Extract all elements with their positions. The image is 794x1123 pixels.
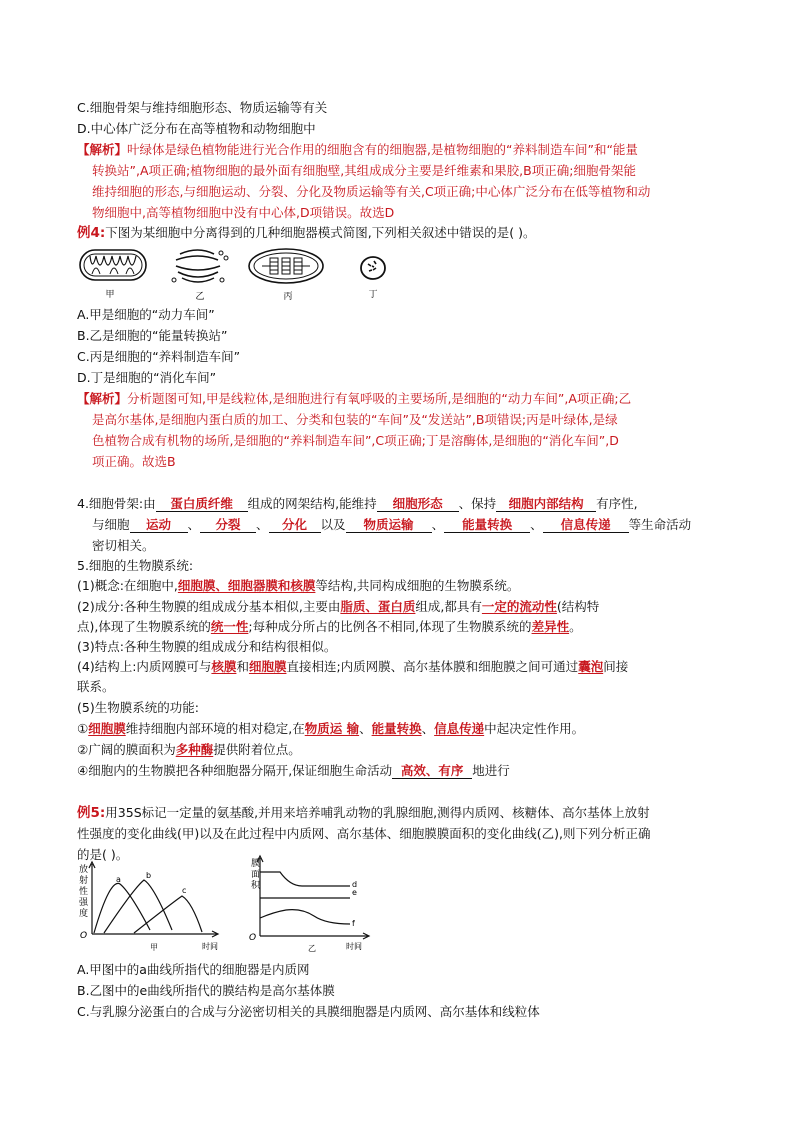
blank-division: 分裂: [200, 517, 256, 533]
ex5-option-c: C.与乳腺分泌蛋白的合成与分泌密切相关的具膜细胞器是内质网、高尔基体和线粒体: [77, 1004, 540, 1019]
s5-structure-line2: 联系。: [77, 679, 115, 694]
fig-label-yi: 乙: [195, 292, 205, 302]
text: ②广阔的膜面积为: [77, 742, 176, 757]
analysis-text: 叶绿体是绿色植物能进行光合作用的细胞含有的细胞器,是植物细胞的“养料制造车间”和“能量: [127, 142, 638, 157]
text: ①: [77, 721, 89, 736]
ex4-stem: [77, 225, 536, 241]
blank-energy-conversion: 能量转换: [444, 517, 530, 533]
s4-line1: [77, 496, 638, 512]
ex3-option-c: C.细胞骨架与维持细胞形态、物质运输等有关: [77, 100, 328, 115]
text: 等生命活动: [628, 517, 692, 532]
curve-label-d: d: [352, 880, 358, 889]
blank-efficient-orderly: 高效、有序: [392, 763, 472, 779]
text: 提供附着位点。: [213, 742, 301, 757]
curve-a: [94, 883, 150, 933]
text: 组成的网架结构,能维持: [247, 496, 377, 511]
text: 维持细胞内部环境的相对稳定,在: [125, 721, 305, 736]
ylabel-char: 放: [79, 865, 89, 875]
text: 、: [530, 517, 543, 532]
blank-vesicle: 囊泡: [578, 659, 604, 674]
s5-composition-line2: [77, 619, 582, 635]
text: 、: [187, 517, 201, 532]
curve-b: [104, 880, 172, 933]
blank-nuclear-membrane: 核膜: [211, 659, 237, 674]
text: (4)结构上:内质网膜可与: [77, 659, 212, 674]
text: 有序性,: [596, 496, 638, 511]
blank-difference: 差异性: [531, 619, 570, 634]
blank-energy: 能量转换: [371, 721, 422, 736]
ylabel-char: 性: [79, 887, 89, 897]
mitochondrion-drawing: [80, 250, 146, 280]
analysis-tag: 【解析】: [77, 142, 128, 157]
text: (1)概念:在细胞中,: [77, 578, 178, 593]
ex5-option-b: B.乙图中的e曲线所指代的膜结构是高尔基体膜: [77, 983, 335, 998]
blank-fluidity: 一定的流动性: [481, 599, 557, 614]
golgi-drawing: [172, 250, 228, 282]
ylabel-char: 强: [79, 898, 89, 908]
text: 4.细胞骨架:由: [77, 496, 156, 511]
blank-transport: 物质运 输: [304, 721, 360, 736]
chart-yi: [244, 854, 374, 954]
ex3-analysis-line3: 维持细胞的形态,与细胞运动、分裂、分化及物质运输等有关,C项正确;中心体广泛分布在低等植物和动: [92, 184, 651, 199]
ylabel-char: 膜: [251, 859, 261, 869]
origin-label: O: [249, 933, 257, 943]
chart-caption: 乙: [308, 944, 316, 953]
chart-jia: [72, 858, 232, 954]
s5-function-2: [77, 742, 301, 758]
s5-structure-line1: [77, 659, 628, 675]
xlabel: 时间: [202, 942, 218, 951]
ylabel-char: 射: [79, 876, 89, 886]
chloroplast-drawing: [249, 249, 323, 283]
text: ;每种成分所占的比例各不相同,体现了生物膜系统的: [248, 619, 532, 634]
s5-function-3: [77, 763, 510, 779]
fig-label-bing: 丙: [283, 292, 293, 302]
text: 、: [431, 517, 445, 532]
blank-enzymes: 多种酶: [175, 742, 214, 757]
s5-function-1: [77, 721, 584, 737]
blank-cell-membrane-2: 细胞膜: [88, 721, 126, 736]
analysis-text: 分析题图可知,甲是线粒体,是细胞进行有氧呼吸的主要场所,是细胞的“动力车间”,A项正确;乙: [127, 391, 632, 406]
blank-lipid-protein: 脂质、蛋白质: [340, 599, 416, 614]
blank-cell-membrane: 细胞膜: [248, 659, 287, 674]
analysis-tag: 【解析】: [77, 391, 128, 406]
ylabel-char: 度: [79, 909, 89, 919]
curve-f: [260, 910, 350, 924]
xlabel: 时间: [346, 942, 362, 951]
text: (2)成分:各种生物膜的组成成分基本相似,主要由: [77, 599, 341, 614]
blank-internal-structure: 细胞内部结构: [496, 496, 596, 512]
ex5-stem-text: 用35S标记一定量的氨基酸,并用来培养哺乳动物的乳腺细胞,测得内质网、核糖体、高尔基体上放射: [105, 805, 650, 820]
blank-differentiation: 分化: [269, 517, 321, 533]
blank-movement: 运动: [130, 517, 188, 533]
blank-information-transfer: 信息传递: [543, 517, 629, 533]
ex4-option-c: C.丙是细胞的“养料制造车间”: [77, 349, 241, 364]
organelle-figure: [76, 244, 406, 302]
ex4-question: 下图为某细胞中分离得到的几种细胞器模式简图,下列相关叙述中错误的是( )。: [105, 225, 536, 240]
text: 组成,都具有: [415, 599, 482, 614]
s5-concept: [77, 578, 519, 594]
blank-membranes: 细胞膜、细胞器膜和核膜: [177, 578, 316, 593]
blank-unity: 统一性: [210, 619, 249, 634]
ex3-analysis-line1: [77, 142, 638, 158]
text: 。: [569, 619, 582, 634]
ex4-analysis-line2: 是高尔基体,是细胞内蛋白质的加工、分类和包装的“车间”及“发送站”,B项错误;丙是叶绿体,是绿: [92, 412, 618, 427]
ex3-analysis-line4: 物细胞中,高等植物细胞中没有中心体,D项错误。故选D: [92, 205, 395, 220]
blank-cell-shape: 细胞形态: [377, 496, 459, 512]
fig-label-jia: 甲: [105, 290, 115, 300]
ex4-analysis-line4: 项正确。故选B: [92, 454, 176, 469]
s5-function-title: (5)生物膜系统的功能:: [77, 700, 199, 715]
text: ④细胞内的生物膜把各种细胞器分隔开,保证细胞生命活动: [77, 763, 393, 778]
lysosome-drawing: [361, 257, 385, 279]
fig-label-ding: 丁: [368, 290, 378, 300]
blank-information: 信息传递: [434, 721, 485, 736]
text: 点),体现了生物膜系统的: [77, 619, 211, 634]
ex3-analysis-line2: 转换站”,A项正确;植物细胞的最外面有细胞壁,其组成成分主要是纤维素和果胶,B项正确;细胞骨架能: [92, 163, 636, 178]
text: 地进行: [472, 763, 510, 778]
s5-title: 5.细胞的生物膜系统:: [77, 558, 194, 573]
ylabel-char: 面: [251, 870, 261, 880]
ex5-stem-line3: 的是( )。: [77, 847, 129, 862]
ex4-analysis-line3: 色植物合成有机物的场所,是细胞的“养料制造车间”,C项正确;丁是溶酶体,是细胞的“消化车间”,D: [92, 433, 619, 448]
text: 等结构,共同构成细胞的生物膜系统。: [315, 578, 520, 593]
text: 、保持: [458, 496, 497, 511]
curve-label-e: e: [352, 888, 357, 897]
s4-line3: 密切相关。: [92, 538, 155, 553]
ex3-option-d: D.中心体广泛分布在高等植物和动物细胞中: [77, 121, 316, 136]
curve-label-a: a: [116, 875, 121, 884]
text: 与细胞: [92, 517, 130, 532]
ylabel-char: 积: [251, 881, 261, 891]
ex5-stem-line2: 性强度的变化曲线(甲)以及在此过程中内质网、高尔基体、细胞膜膜面积的变化曲线(乙),则下列分析正确: [77, 826, 651, 841]
ex5-option-a: A.甲图中的a曲线所指代的细胞器是内质网: [77, 962, 310, 977]
chart-caption: 甲: [150, 943, 158, 952]
text: 、: [421, 721, 435, 736]
blank-protein-fiber: 蛋白质纤维: [156, 496, 248, 512]
example-label: 例5:: [77, 805, 106, 821]
ex4-option-b: B.乙是细胞的“能量转换站”: [77, 328, 228, 343]
curve-label-c: c: [182, 886, 187, 895]
blank-material-transport: 物质运输: [346, 517, 432, 533]
text: 以及: [320, 517, 346, 532]
example-label: 例4:: [77, 225, 106, 241]
text: 、: [256, 517, 269, 532]
s5-composition-line1: [77, 599, 599, 615]
s4-line2: [92, 517, 691, 533]
text: 间接: [603, 659, 629, 674]
text: 、: [359, 721, 372, 736]
curve-c: [134, 896, 202, 933]
text: (结构特: [556, 599, 600, 614]
text: 中起决定性作用。: [484, 721, 585, 736]
text: 和: [236, 659, 249, 674]
ex4-option-d: D.丁是细胞的“消化车间”: [77, 370, 217, 385]
ex4-analysis-line1: [77, 391, 631, 407]
curve-d: [260, 872, 350, 886]
ex5-stem-line1: [77, 805, 650, 821]
ex4-option-a: A.甲是细胞的“动力车间”: [77, 307, 215, 322]
curve-label-b: b: [146, 871, 152, 880]
curve-label-f: f: [352, 919, 355, 928]
origin-label: O: [80, 931, 88, 941]
s5-feature: (3)特点:各种生物膜的组成成分和结构很相似。: [77, 639, 337, 654]
text: 直接相连;内质网膜、高尔基体膜和细胞膜之间可通过: [286, 659, 579, 674]
